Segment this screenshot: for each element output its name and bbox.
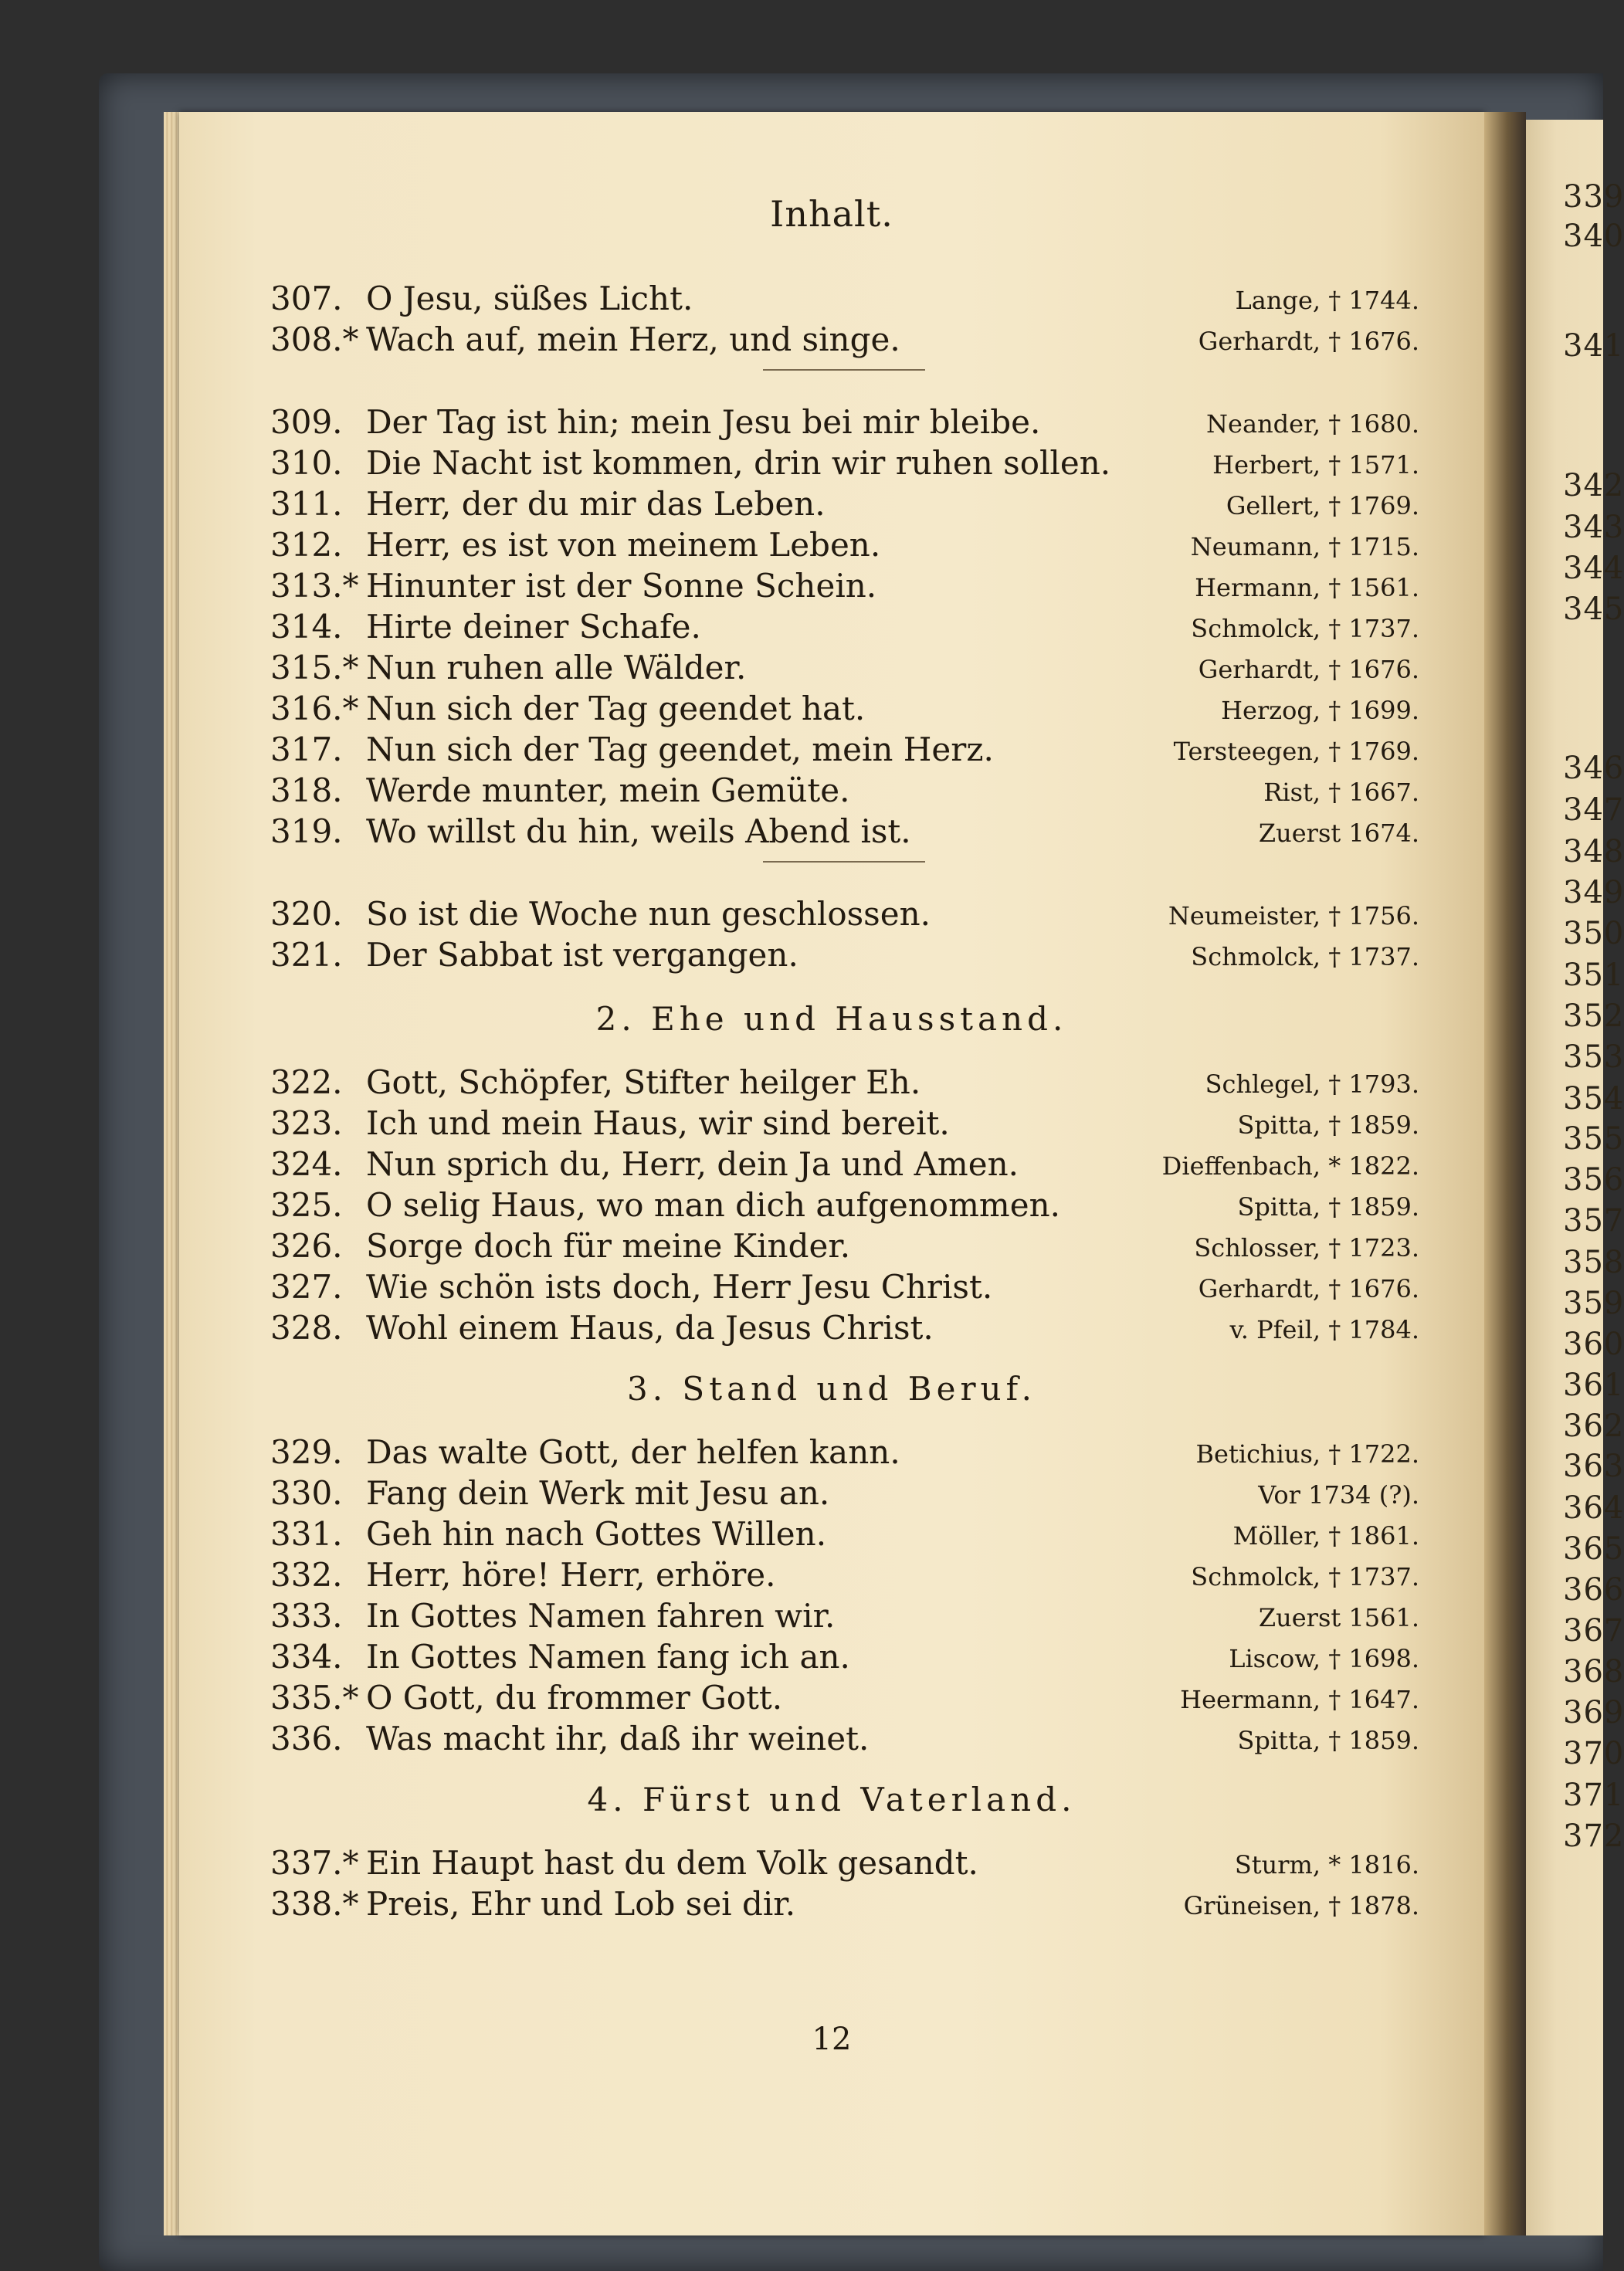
toc-entry xyxy=(270,1597,1419,1637)
section-heading: 2. Ehe und Hausstand. xyxy=(595,1000,1068,1038)
facing-page-number: 362 xyxy=(1563,1408,1624,1444)
entry-title: Der Sabbat ist vergangen. xyxy=(366,936,798,974)
entry-author: Neander, † 1680. xyxy=(1206,409,1419,439)
entry-title: In Gottes Namen fahren wir. xyxy=(366,1597,836,1635)
toc-entry xyxy=(270,444,1419,484)
facing-page-number: 342 xyxy=(1563,468,1624,503)
entry-number: 313.* xyxy=(270,567,359,605)
entry-title: Die Nacht ist kommen, drin wir ruhen sollen. xyxy=(366,444,1111,482)
entry-author: Betichius, † 1722. xyxy=(1195,1439,1419,1469)
entry-title: Preis, Ehr und Lob sei dir. xyxy=(366,1885,796,1923)
entry-author: Spitta, † 1859. xyxy=(1237,1192,1419,1222)
entry-title: O Jesu, süßes Licht. xyxy=(366,280,693,317)
entry-number: 316.* xyxy=(270,690,359,727)
entry-title: So ist die Woche nun geschlossen. xyxy=(366,895,931,933)
entry-title: O selig Haus, wo man dich aufgenommen. xyxy=(366,1186,1060,1224)
entry-number: 320. xyxy=(270,895,343,933)
entry-author: Zuerst 1674. xyxy=(1258,819,1419,848)
entry-author: Gerhardt, † 1676. xyxy=(1198,655,1419,684)
entry-author: Gerhardt, † 1676. xyxy=(1198,1274,1419,1303)
entry-title: Das walte Gott, der helfen kann. xyxy=(366,1433,900,1471)
toc-entry xyxy=(270,526,1419,566)
entry-author: Zuerst 1561. xyxy=(1258,1603,1419,1632)
facing-page-number: 339 xyxy=(1563,179,1624,215)
facing-page-number: 366 xyxy=(1563,1572,1624,1608)
facing-page-number: 364 xyxy=(1563,1490,1624,1526)
entry-author: Vor 1734 (?). xyxy=(1258,1480,1419,1510)
entry-author: Spitta, † 1859. xyxy=(1237,1726,1419,1755)
facing-page-number: 367 xyxy=(1563,1613,1624,1649)
entry-number: 336. xyxy=(270,1720,343,1757)
toc-entry xyxy=(270,936,1419,976)
facing-page-number: 344 xyxy=(1563,551,1624,586)
entry-title: Herr, der du mir das Leben. xyxy=(366,485,826,523)
entry-title: Nun sich der Tag geendet hat. xyxy=(366,690,866,727)
entry-author: Möller, † 1861. xyxy=(1232,1521,1419,1551)
entry-title: Herr, höre! Herr, erhöre. xyxy=(366,1556,776,1594)
toc-entry xyxy=(270,1268,1419,1308)
entry-title: Wie schön ists doch, Herr Jesu Christ. xyxy=(366,1268,993,1306)
entry-number: 315.* xyxy=(270,649,359,686)
facing-page-number: 365 xyxy=(1563,1531,1624,1567)
entry-author: v. Pfeil, † 1784. xyxy=(1229,1315,1419,1344)
entry-title: Herr, es ist von meinem Leben. xyxy=(366,526,881,564)
toc-entry xyxy=(270,567,1419,607)
entry-number: 334. xyxy=(270,1638,343,1676)
entry-title: Werde munter, mein Gemüte. xyxy=(366,771,850,809)
facing-page-number: 341 xyxy=(1563,328,1624,364)
entry-title: Ein Haupt hast du dem Volk gesandt. xyxy=(366,1844,978,1882)
entry-author: Tersteegen, † 1769. xyxy=(1173,737,1419,766)
entry-title: Ich und mein Haus, wir sind bereit. xyxy=(366,1104,950,1142)
entry-title: Fang dein Werk mit Jesu an. xyxy=(366,1474,830,1512)
toc-entry xyxy=(270,1145,1419,1185)
book-gutter xyxy=(1484,112,1526,2235)
facing-page-number: 360 xyxy=(1563,1327,1624,1362)
entry-author: Lange, † 1744. xyxy=(1235,286,1419,315)
entry-author: Gerhardt, † 1676. xyxy=(1198,327,1419,356)
entry-author: Neumann, † 1715. xyxy=(1190,532,1419,561)
section-heading: 3. Stand und Beruf. xyxy=(627,1370,1036,1408)
facing-page-number: 345 xyxy=(1563,591,1624,627)
facing-page-number: 358 xyxy=(1563,1245,1624,1280)
entry-author: Schlegel, † 1793. xyxy=(1205,1069,1419,1099)
toc-entry xyxy=(270,280,1419,320)
entry-author: Rist, † 1667. xyxy=(1263,778,1419,807)
entry-title: Hirte deiner Schafe. xyxy=(366,608,701,646)
facing-page-number: 353 xyxy=(1563,1039,1624,1075)
entry-title: Nun ruhen alle Wälder. xyxy=(366,649,747,686)
toc-entry xyxy=(270,1844,1419,1884)
facing-page-number: 368 xyxy=(1563,1654,1624,1690)
toc-entry xyxy=(270,1885,1419,1925)
running-head: Inhalt. xyxy=(770,193,893,235)
facing-page-number: 371 xyxy=(1563,1778,1624,1813)
entry-author: Schmolck, † 1737. xyxy=(1191,942,1419,971)
toc-entry xyxy=(270,1556,1419,1596)
next-page-edge xyxy=(1526,120,1624,2235)
entry-title: Der Tag ist hin; mein Jesu bei mir bleibe. xyxy=(366,403,1041,441)
toc-entry xyxy=(270,403,1419,443)
entry-number: 319. xyxy=(270,812,343,850)
toc-entry xyxy=(270,1720,1419,1760)
facing-page-number: 361 xyxy=(1563,1368,1624,1403)
facing-page-number: 348 xyxy=(1563,834,1624,869)
toc-entry xyxy=(270,1433,1419,1473)
entry-number: 310. xyxy=(270,444,343,482)
facing-page-number: 343 xyxy=(1563,510,1624,545)
facing-page-number: 350 xyxy=(1563,916,1624,951)
toc-entry xyxy=(270,320,1419,361)
toc-entry xyxy=(270,730,1419,771)
facing-page-number: 349 xyxy=(1563,875,1624,910)
group-divider xyxy=(763,861,925,863)
entry-author: Dieffenbach, * 1822. xyxy=(1161,1151,1419,1181)
toc-entry xyxy=(270,1186,1419,1226)
entry-number: 331. xyxy=(270,1515,343,1553)
entry-number: 324. xyxy=(270,1145,343,1183)
entry-author: Liscow, † 1698. xyxy=(1229,1644,1419,1673)
entry-title: Was macht ihr, daß ihr weinet. xyxy=(366,1720,870,1757)
entry-number: 325. xyxy=(270,1186,343,1224)
toc-entry xyxy=(270,812,1419,852)
facing-page-number: 372 xyxy=(1563,1818,1624,1854)
entry-author: Heermann, † 1647. xyxy=(1180,1685,1419,1714)
entry-number: 314. xyxy=(270,608,343,646)
toc-entry xyxy=(270,1638,1419,1678)
entry-title: Geh hin nach Gottes Willen. xyxy=(366,1515,827,1553)
entry-number: 332. xyxy=(270,1556,343,1594)
entry-number: 311. xyxy=(270,485,343,523)
entry-title: Wach auf, mein Herz, und singe. xyxy=(366,320,900,358)
entry-number: 337.* xyxy=(270,1844,359,1882)
entry-number: 308.* xyxy=(270,320,359,358)
facing-page-number: 340 xyxy=(1563,219,1624,254)
toc-entry xyxy=(270,608,1419,648)
entry-author: Sturm, * 1816. xyxy=(1234,1850,1419,1880)
entry-title: O Gott, du frommer Gott. xyxy=(366,1679,783,1717)
entry-author: Schmolck, † 1737. xyxy=(1191,1562,1419,1591)
page-number: 12 xyxy=(812,2022,852,2057)
entry-author: Hermann, † 1561. xyxy=(1195,573,1419,602)
entry-author: Schlosser, † 1723. xyxy=(1194,1233,1419,1263)
entry-author: Grüneisen, † 1878. xyxy=(1183,1891,1419,1920)
toc-entry xyxy=(270,485,1419,525)
toc-entry xyxy=(270,1104,1419,1144)
entry-number: 330. xyxy=(270,1474,343,1512)
entry-title: Nun sprich du, Herr, dein Ja und Amen. xyxy=(366,1145,1019,1183)
section-heading: 4. Fürst und Vaterland. xyxy=(587,1781,1076,1818)
facing-page-number: 363 xyxy=(1563,1449,1624,1484)
entry-number: 312. xyxy=(270,526,343,564)
entry-author: Neumeister, † 1756. xyxy=(1168,901,1419,930)
facing-page-number: 354 xyxy=(1563,1081,1624,1117)
entry-title: Wo willst du hin, weils Abend ist. xyxy=(366,812,911,850)
facing-page-number: 369 xyxy=(1563,1695,1624,1730)
toc-entry xyxy=(270,1227,1419,1267)
entry-author: Gellert, † 1769. xyxy=(1226,491,1419,520)
toc-entry xyxy=(270,649,1419,689)
entry-author: Schmolck, † 1737. xyxy=(1191,614,1419,643)
facing-page-number: 352 xyxy=(1563,998,1624,1034)
entry-number: 327. xyxy=(270,1268,343,1306)
toc-entry xyxy=(270,771,1419,812)
entry-number: 318. xyxy=(270,771,343,809)
entry-number: 329. xyxy=(270,1433,343,1471)
toc-entry xyxy=(270,895,1419,935)
entry-number: 338.* xyxy=(270,1885,359,1923)
entry-number: 322. xyxy=(270,1063,343,1101)
entry-number: 307. xyxy=(270,280,343,317)
facing-page-number: 356 xyxy=(1563,1162,1624,1198)
toc-entry xyxy=(270,1063,1419,1103)
entry-number: 335.* xyxy=(270,1679,359,1717)
entry-title: In Gottes Namen fang ich an. xyxy=(366,1638,850,1676)
facing-page-number: 346 xyxy=(1563,751,1624,786)
entry-title: Sorge doch für meine Kinder. xyxy=(366,1227,851,1265)
entry-author: Herzog, † 1699. xyxy=(1221,696,1419,725)
entry-number: 333. xyxy=(270,1597,343,1635)
entry-title: Nun sich der Tag geendet, mein Herz. xyxy=(366,730,994,768)
entry-title: Hinunter ist der Sonne Schein. xyxy=(366,567,877,605)
entry-author: Herbert, † 1571. xyxy=(1212,450,1419,480)
facing-page-number: 359 xyxy=(1563,1286,1624,1321)
toc-entry xyxy=(270,1679,1419,1719)
toc-entry xyxy=(270,1515,1419,1555)
group-divider xyxy=(763,369,925,371)
facing-page-number: 351 xyxy=(1563,958,1624,993)
facing-page-number: 347 xyxy=(1563,792,1624,828)
entry-number: 328. xyxy=(270,1309,343,1347)
facing-page-number: 357 xyxy=(1563,1203,1624,1239)
facing-page-number: 370 xyxy=(1563,1736,1624,1771)
toc-entry xyxy=(270,1474,1419,1514)
entry-number: 326. xyxy=(270,1227,343,1265)
entry-number: 323. xyxy=(270,1104,343,1142)
entry-number: 309. xyxy=(270,403,343,441)
entry-number: 321. xyxy=(270,936,343,974)
entry-title: Wohl einem Haus, da Jesus Christ. xyxy=(366,1309,934,1347)
entry-number: 317. xyxy=(270,730,343,768)
toc-entry xyxy=(270,690,1419,730)
entry-author: Spitta, † 1859. xyxy=(1237,1110,1419,1140)
facing-page-number: 355 xyxy=(1563,1121,1624,1157)
entry-title: Gott, Schöpfer, Stifter heilger Eh. xyxy=(366,1063,921,1101)
toc-entry xyxy=(270,1309,1419,1349)
